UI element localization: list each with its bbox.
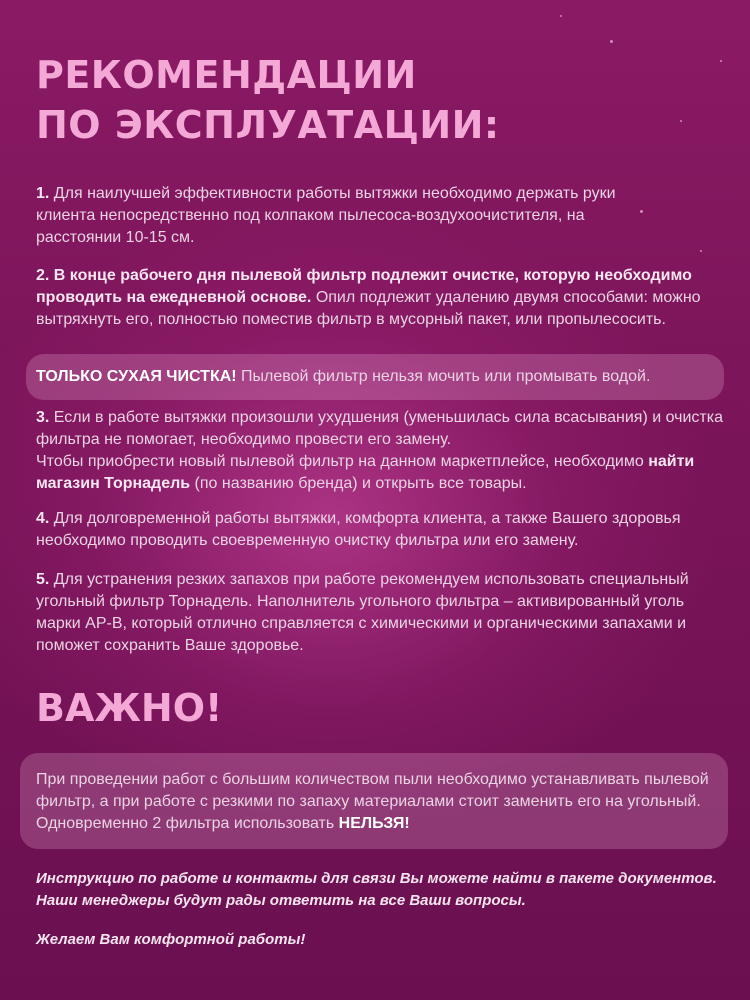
page-title-line1: РЕКОМЕНДАЦИИ — [36, 53, 417, 97]
important-body: При проведении работ с большим количеством пыли необходимо устанавливать пылевой фильтр, а при работе с резкими по запаху материалами стоит заменить его на угольный. Одновременно 2 фильтра использовать — [36, 771, 709, 832]
footer-line-1: Инструкцию по работе и контакты для связи Вы можете найти в пакете документов. — [36, 870, 717, 887]
item-3-bold: найти магазин Торнадель — [36, 453, 695, 492]
item-5-number: 5. — [36, 571, 50, 588]
item-1-number: 1. — [36, 185, 50, 202]
sparkle-decoration — [610, 40, 613, 43]
sparkle-decoration — [560, 15, 562, 17]
sparkle-decoration — [700, 250, 702, 252]
important-text — [36, 769, 716, 835]
item-3-text-3: (по названию бренда) и открыть все товары. — [190, 475, 527, 492]
item-4-number: 4. — [36, 510, 50, 527]
page-title — [36, 50, 500, 150]
item-1 — [36, 183, 656, 249]
item-5 — [36, 569, 726, 657]
item-3-text-2: Чтобы приобрести новый пылевой фильтр на данном маркетплейсе, необходимо — [36, 453, 649, 470]
important-title: ВАЖНО! — [36, 686, 223, 730]
dry-clean-bold: ТОЛЬКО СУХАЯ ЧИСТКА! — [36, 368, 237, 385]
page-title-line2: ПО ЭКСПЛУАТАЦИИ: — [36, 103, 500, 147]
item-4 — [36, 508, 726, 552]
item-2-text: Опил подлежит удалению двумя способами: можно вытряхнуть его, полностью поместив фильтр в мусорный пакет, или пропылесосить. — [36, 289, 701, 328]
important-bold: НЕЛЬЗЯ! — [338, 815, 410, 832]
item-1-text: Для наилучшей эффективности работы вытяжки необходимо держать руки клиента непосредственно под колпаком пылесоса-воздухоочистителя, на расстоянии 10-15 см. — [36, 185, 616, 246]
item-3 — [36, 407, 726, 495]
item-3-text: Если в работе вытяжки произошли ухудшения (уменьшилась сила всасывания) и очистка фильтра не помогает, необходимо провести его замену. — [36, 409, 724, 448]
footer-wish: Желаем Вам комфортной работы! — [36, 931, 306, 948]
sparkle-decoration — [680, 120, 682, 122]
item-5-text: Для устранения резких запахов при работе рекомендуем использовать специальный угольный фильтр Торнадель. Наполнитель угольного фильтра – активированный уголь марки АР-В, который отлично справляется с химическими и органическими запахами и поможет сохранить Ваше здоровье. — [36, 571, 689, 654]
dry-clean-note — [36, 366, 716, 388]
item-2 — [36, 265, 726, 331]
footer-line-2: Наши менеджеры будут рады ответить на все Ваши вопросы. — [36, 892, 526, 909]
footer-info — [36, 868, 736, 912]
dry-clean-text: Пылевой фильтр нельзя мочить или промывать водой. — [236, 368, 651, 385]
item-4-text: Для долговременной работы вытяжки, комфорта клиента, а также Вашего здоровья необходимо проводить своевременную очистку фильтра или его замену. — [36, 510, 681, 549]
sparkle-decoration — [720, 60, 722, 62]
item-3-number: 3. — [36, 409, 50, 426]
item-2-bold: 2. В конце рабочего дня пылевой фильтр подлежит очистке, которую необходимо проводить на ежедневной основе. — [36, 267, 692, 306]
